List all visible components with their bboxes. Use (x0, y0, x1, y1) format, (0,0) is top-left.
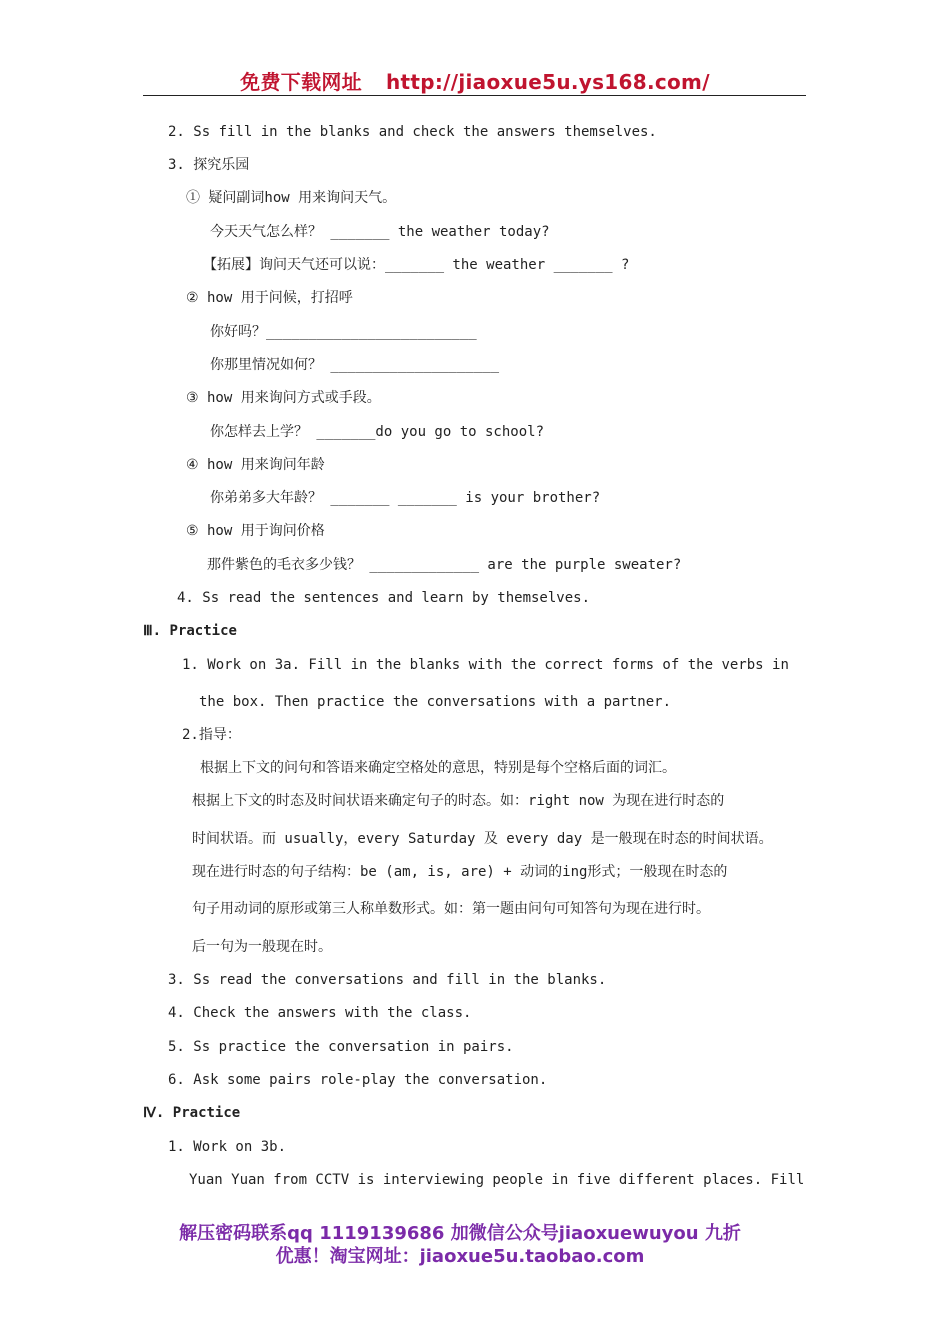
page-header (0, 66, 950, 95)
practice-6-line: 6. Ask some pairs role-play the conversation. (168, 1072, 548, 1088)
step-3-heading: 3. 探究乐园 (168, 157, 250, 173)
point-3-example: 你怎样去上学？ _______do you go to school? (210, 424, 545, 440)
point-1-title: ① 疑问副词how 用来询问天气。 (186, 190, 397, 206)
point-4-title: ④ how 用来询问年龄 (186, 457, 325, 473)
guide-line-3: 时间状语。而 usually，every Saturday 及 every day 是一般现在时态的时间状语。 (192, 831, 773, 847)
footer-line-2: 优惠！淘宝网址：jiaoxue5u.taobao.com (275, 1246, 645, 1267)
point-5-example: 那件紫色的毛衣多少钱？ _____________ are the purple sweater? (207, 557, 682, 573)
practice-3-line: 3. Ss read the conversations and fill in the blanks. (168, 972, 607, 988)
practice-5-line: 5. Ss practice the conversation in pairs. (168, 1039, 514, 1055)
header-url[interactable]: http://jiaoxue5u.ys168.com/ (385, 70, 710, 94)
guide-line-6: 后一句为一般现在时。 (192, 939, 332, 955)
guide-line-1: 根据上下文的问句和答语来确定空格处的意思，特别是每个空格后面的词汇。 (200, 760, 676, 776)
step-2-line: 2. Ss fill in the blanks and check the answers themselves. (168, 124, 657, 140)
point-1-extension: 【拓展】询问天气还可以说：_______ the weather _______ ? (203, 257, 630, 273)
guide-line-2: 根据上下文的时态及时间状语来确定句子的时态。如：right now 为现在进行时态的 (192, 793, 725, 809)
interview-line: Yuan Yuan from CCTV is interviewing people in five different places. Fill (189, 1172, 805, 1188)
point-3-title: ③ how 用来询问方式或手段。 (186, 390, 381, 406)
point-2-example-a: 你好吗？_________________________ (210, 324, 477, 340)
point-2-title: ② how 用于问候，打招呼 (186, 290, 353, 306)
step-4-line: 4. Ss read the sentences and learn by themselves. (177, 590, 591, 606)
guide-heading: 2.指导： (182, 727, 241, 743)
practice-4-line: 4. Check the answers with the class. (168, 1005, 472, 1021)
footer-line-1: 解压密码联系qq 1119139686 加微信公众号jiaoxuewuyou 九折 (179, 1223, 741, 1244)
practice-1-line-a: 1. Work on 3a. Fill in the blanks with the correct forms of the verbs in (182, 657, 789, 673)
section-3-heading: Ⅲ. Practice (143, 623, 237, 639)
header-rule (143, 95, 806, 96)
guide-line-5: 句子用动词的原形或第三人称单数形式。如：第一题由问句可知答句为现在进行时。 (192, 901, 710, 917)
header-label: 免费下载网址 (240, 70, 362, 94)
point-2-example-b: 你那里情况如何？ ____________________ (210, 357, 500, 373)
point-4-example: 你弟弟多大年龄？ _______ _______ is your brother? (210, 490, 601, 506)
practice-1-line-b: the box. Then practice the conversations with a partner. (199, 694, 672, 710)
section-4-heading: Ⅳ. Practice (143, 1105, 241, 1121)
work-3b-line: 1. Work on 3b. (168, 1139, 287, 1155)
point-5-title: ⑤ how 用于询问价格 (186, 523, 325, 539)
guide-line-4: 现在进行时态的句子结构：be (am, is, are) + 动词的ing形式；一般现在时态的 (192, 864, 728, 880)
point-1-example: 今天天气怎么样？ _______ the weather today? (210, 224, 550, 240)
